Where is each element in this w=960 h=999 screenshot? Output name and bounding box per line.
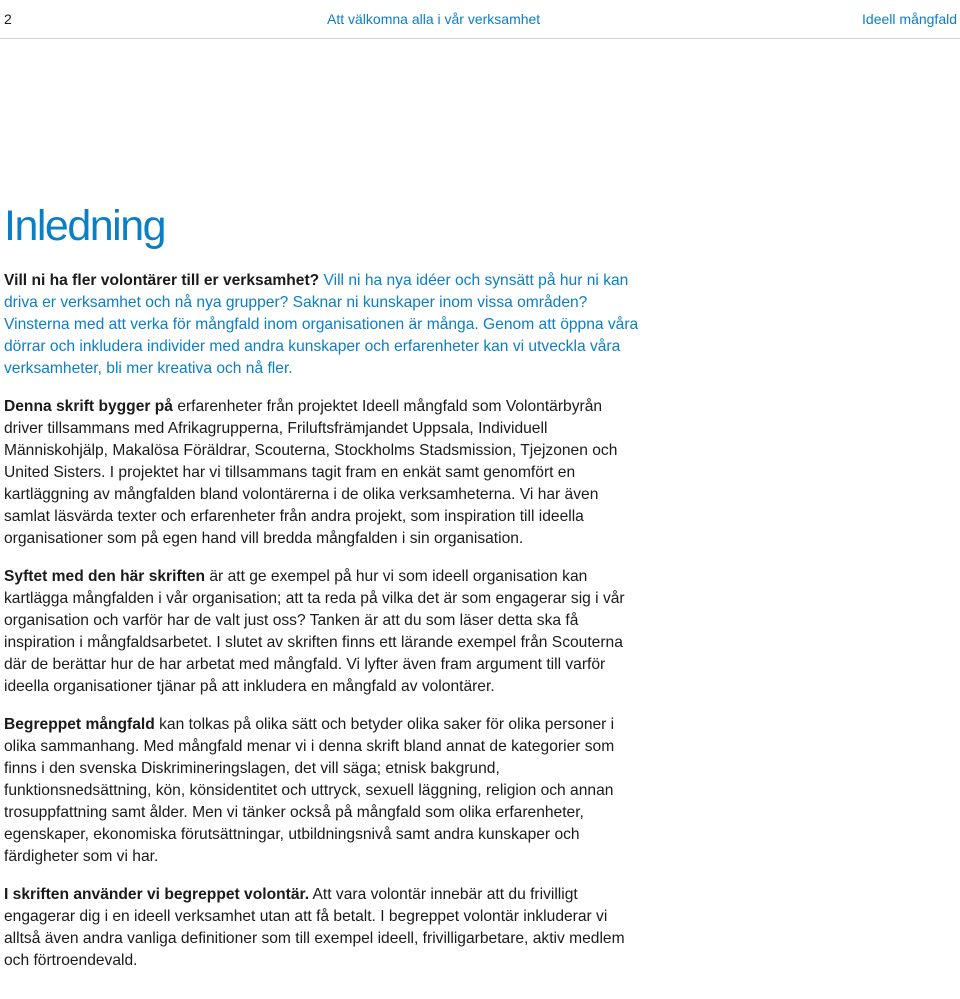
paragraph-diversity xyxy=(4,714,644,868)
paragraph-purpose xyxy=(4,566,644,698)
paragraph-text: Vill ni ha nya idéer och synsätt på hur ni kan driva er verksamhet och nå nya grupper? Saknar ni kunskaper inom vissa områden? Vinsterna med att verka för mångfald inom organisationen är många. Genom att öppna våra dörrar och inkludera individer med andra kunskaper och erfarenheter kan vi utveckla våra verksamheter, bli mer kreativa och nå fler. xyxy=(4,272,639,377)
paragraph-text: Att vara volontär innebär att du frivilligt engagerar dig i en ideell verksamhet utan att få betalt. I begreppet volontär inkluderar vi alltså även andra vanliga definitioner som till exempel ideell, frivilligarbetare, aktiv medlem och förtroendevald. xyxy=(4,886,625,969)
paragraph-lead: Denna skrift bygger på xyxy=(4,398,173,415)
main-content xyxy=(4,196,644,988)
section-title: Att välkomna alla i vår verksamhet xyxy=(327,11,541,27)
page-heading: Inledning xyxy=(4,202,166,250)
paragraph-text: kan tolkas på olika sätt och betyder olika saker för olika personer i olika sammanhang. Med mångfald menar vi i denna skrift bland annat de kategorier som finns i den svenska Diskrimineringslagen, det vill säga; etnisk bakgrund, funktionsnedsättning, kön, könsidentitet och uttryck, sexuell läggning, religion och annan trosuppfattning samt ålder. Men vi tänker också på mångfald som olika erfarenheter, egenskaper, ekonomiska förutsättningar, utbildningsnivå samt andra kunskaper och färdigheter som vi har. xyxy=(4,716,615,865)
paragraph-lead: Vill ni ha fler volontärer till er verksamhet? xyxy=(4,272,320,289)
paragraph-intro xyxy=(4,270,644,380)
paragraph-text: är att ge exempel på hur vi som ideell organisation kan kartlägga mångfalden i vår organisation; att ta reda på vilka det är som engagerar sig i vår organisation och varför har de valt just oss? Tanken är att du som läser detta ska få inspiration i mångfaldsarbetet. I slutet av skriften finns ett lärande exempel från Scouterna där de berättar hur de har arbetat med mångfald. Vi lyfter även fram argument till varför ideella organisationer tjänar på att inkludera en mångfald av volontärer. xyxy=(4,568,625,695)
paragraph-volunteer xyxy=(4,884,644,972)
paragraph-lead: Begreppet mångfald xyxy=(4,716,155,733)
paragraph-text: erfarenheter från projektet Ideell mångfald som Volontärbyrån driver tillsammans med Afrikagrupperna, Friluftsfrämjandet Uppsala, Individuell Människohjälp, Makalösa Föräldrar, Scouterna, Stockholms Stadsmission, Tjejzonen och United Sisters. I projektet har vi tillsammans tagit fram en enkät samt genomfört en kartläggning av mångfalden bland volontärerna i de olika verksamheterna. Vi har även samlat läsvärda texter och erfarenheter från andra projekt, som inspiration till ideella organisationer som på egen hand vill bredda mångfalden i sin organisation. xyxy=(4,398,618,547)
paragraph-lead: Syftet med den här skriften xyxy=(4,568,206,585)
paragraph-lead: I skriften använder vi begreppet volontär. xyxy=(4,886,310,903)
document-title: Ideell mångfald xyxy=(862,11,957,27)
page-number: 2 xyxy=(4,11,12,27)
page-header xyxy=(0,0,960,39)
paragraph-background xyxy=(4,396,644,550)
